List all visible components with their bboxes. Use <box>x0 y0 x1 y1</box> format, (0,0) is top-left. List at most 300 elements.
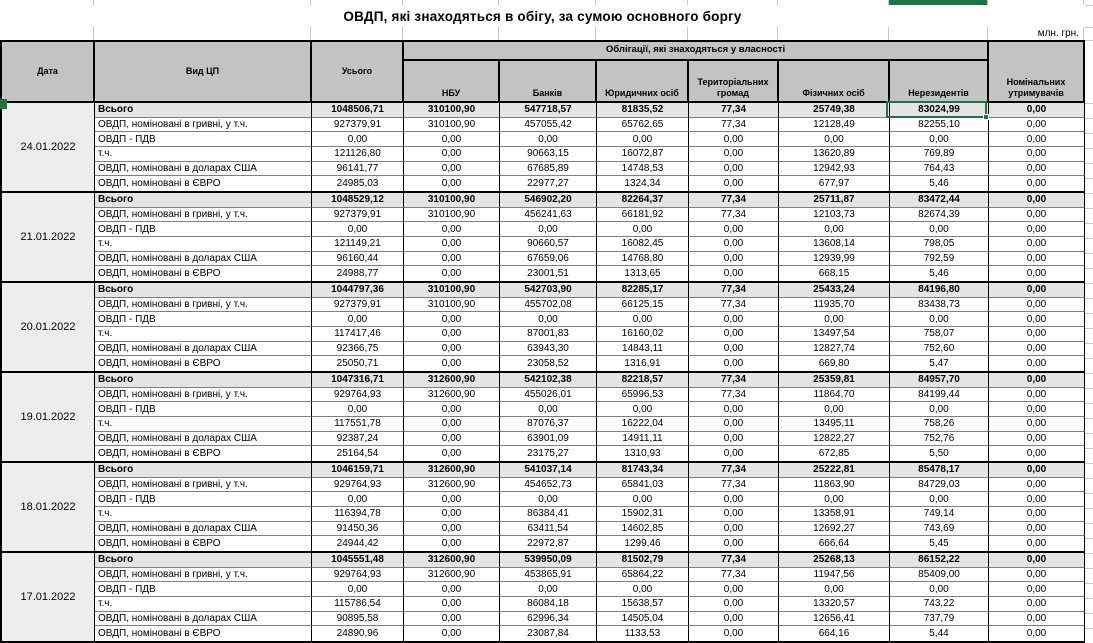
data-cell[interactable]: 12822,27 <box>779 432 890 447</box>
data-cell[interactable]: 0,00 <box>989 312 1085 327</box>
data-cell[interactable]: 25749,38 <box>779 103 890 118</box>
data-cell[interactable]: 1316,91 <box>597 356 689 371</box>
row-label-cell[interactable]: Всього <box>95 553 312 568</box>
data-cell[interactable]: 0,00 <box>404 582 500 597</box>
date-cell[interactable]: 20.01.2022 <box>2 283 95 371</box>
data-cell[interactable]: 541037,14 <box>500 463 597 478</box>
data-cell[interactable]: 0,00 <box>689 176 779 191</box>
data-cell[interactable]: 312600,90 <box>404 478 500 493</box>
row-label-cell[interactable]: ОВДП, номіновані в доларах США <box>95 612 312 627</box>
data-cell[interactable]: 929764,93 <box>312 388 404 403</box>
data-cell[interactable]: 63901,09 <box>500 432 597 447</box>
data-cell[interactable]: 85409,00 <box>890 568 989 583</box>
data-cell[interactable]: 11864,70 <box>779 388 890 403</box>
data-cell[interactable]: 11947,56 <box>779 568 890 583</box>
data-cell[interactable]: 83438,73 <box>890 298 989 313</box>
data-cell[interactable]: 927379,91 <box>312 118 404 133</box>
data-cell[interactable]: 11935,70 <box>779 298 890 313</box>
data-cell[interactable]: 539950,09 <box>500 553 597 568</box>
data-cell[interactable]: 87076,37 <box>500 417 597 432</box>
data-cell[interactable]: 927379,91 <box>312 208 404 223</box>
data-cell[interactable]: 0,00 <box>779 582 890 597</box>
data-cell[interactable]: 769,89 <box>890 147 989 162</box>
data-cell[interactable]: 542102,38 <box>500 373 597 388</box>
data-cell[interactable]: 0,00 <box>989 553 1085 568</box>
data-cell[interactable]: 14911,11 <box>597 432 689 447</box>
data-cell[interactable]: 77,34 <box>689 208 779 223</box>
data-cell[interactable]: 81835,52 <box>597 103 689 118</box>
data-cell[interactable]: 0,00 <box>989 432 1085 447</box>
date-cell[interactable]: 17.01.2022 <box>2 553 95 641</box>
data-cell[interactable]: 90895,58 <box>312 612 404 627</box>
data-cell[interactable]: 84199,44 <box>890 388 989 403</box>
data-cell[interactable]: 0,00 <box>689 626 779 641</box>
data-cell[interactable]: 0,00 <box>989 342 1085 357</box>
data-cell[interactable]: 77,34 <box>689 463 779 478</box>
data-cell[interactable]: 14602,85 <box>597 522 689 537</box>
data-cell[interactable]: 81743,34 <box>597 463 689 478</box>
data-cell[interactable]: 92366,75 <box>312 342 404 357</box>
data-cell[interactable]: 0,00 <box>989 373 1085 388</box>
row-label-cell[interactable]: т.ч. <box>95 327 312 342</box>
data-cell[interactable]: 0,00 <box>989 222 1085 237</box>
header-nominal-holders[interactable]: Номінальних утримувачів <box>989 42 1085 101</box>
data-cell[interactable]: 0,00 <box>989 626 1085 641</box>
data-cell[interactable]: 0,00 <box>312 402 404 417</box>
data-cell[interactable]: 0,00 <box>689 237 779 252</box>
row-label-cell[interactable]: ОВДП - ПДВ <box>95 582 312 597</box>
data-cell[interactable]: 77,34 <box>689 103 779 118</box>
data-cell[interactable]: 0,00 <box>989 283 1085 298</box>
data-cell[interactable]: 83472,44 <box>890 193 989 208</box>
row-label-cell[interactable]: ОВДП, номіновані в гривні, у т.ч. <box>95 568 312 583</box>
row-label-cell[interactable]: ОВДП, номіновані в доларах США <box>95 432 312 447</box>
data-cell[interactable]: 25222,81 <box>779 463 890 478</box>
data-cell[interactable]: 312600,90 <box>404 568 500 583</box>
header-territorial[interactable]: Територіальних громад <box>689 61 779 101</box>
data-cell[interactable]: 25711,87 <box>779 193 890 208</box>
data-cell[interactable]: 0,00 <box>689 162 779 177</box>
data-cell[interactable]: 0,00 <box>500 402 597 417</box>
data-cell[interactable]: 0,00 <box>989 536 1085 551</box>
data-cell[interactable]: 83024,99 <box>890 103 989 118</box>
data-cell[interactable]: 22977,27 <box>500 176 597 191</box>
data-cell[interactable]: 0,00 <box>597 222 689 237</box>
data-cell[interactable]: 5,45 <box>890 536 989 551</box>
data-cell[interactable]: 0,00 <box>500 222 597 237</box>
data-cell[interactable]: 13358,91 <box>779 507 890 522</box>
row-label-cell[interactable]: ОВДП, номіновані в ЄВРО <box>95 176 312 191</box>
data-cell[interactable]: 0,00 <box>989 252 1085 267</box>
data-cell[interactable]: 77,34 <box>689 388 779 403</box>
data-cell[interactable]: 66125,15 <box>597 298 689 313</box>
data-cell[interactable]: 0,00 <box>989 463 1085 478</box>
data-cell[interactable]: 65762,65 <box>597 118 689 133</box>
row-label-cell[interactable]: Всього <box>95 373 312 388</box>
data-cell[interactable]: 63411,54 <box>500 522 597 537</box>
data-cell[interactable]: 5,50 <box>890 446 989 461</box>
data-cell[interactable]: 664,16 <box>779 626 890 641</box>
date-cell[interactable]: 24.01.2022 <box>2 103 95 191</box>
data-cell[interactable]: 0,00 <box>989 208 1085 223</box>
data-cell[interactable]: 0,00 <box>989 266 1085 281</box>
data-cell[interactable]: 0,00 <box>989 612 1085 627</box>
data-cell[interactable]: 121126,80 <box>312 147 404 162</box>
data-cell[interactable]: 84729,03 <box>890 478 989 493</box>
data-cell[interactable]: 84957,70 <box>890 373 989 388</box>
data-cell[interactable]: 749,14 <box>890 507 989 522</box>
row-label-cell[interactable]: ОВДП, номіновані в гривні, у т.ч. <box>95 478 312 493</box>
data-cell[interactable]: 82255,10 <box>890 118 989 133</box>
data-cell[interactable]: 1047316,71 <box>312 373 404 388</box>
row-label-cell[interactable]: Всього <box>95 193 312 208</box>
data-cell[interactable]: 0,00 <box>404 162 500 177</box>
data-cell[interactable]: 65841,03 <box>597 478 689 493</box>
data-cell[interactable]: 0,00 <box>312 582 404 597</box>
data-cell[interactable]: 86084,18 <box>500 597 597 612</box>
data-cell[interactable]: 1046159,71 <box>312 463 404 478</box>
data-cell[interactable]: 0,00 <box>404 342 500 357</box>
data-cell[interactable]: 0,00 <box>404 402 500 417</box>
data-cell[interactable]: 737,79 <box>890 612 989 627</box>
data-cell[interactable]: 16072,87 <box>597 147 689 162</box>
data-cell[interactable]: 929764,93 <box>312 568 404 583</box>
data-cell[interactable]: 0,00 <box>779 132 890 147</box>
data-cell[interactable]: 0,00 <box>989 568 1085 583</box>
data-cell[interactable]: 5,46 <box>890 176 989 191</box>
data-cell[interactable]: 0,00 <box>404 492 500 507</box>
data-cell[interactable]: 12656,41 <box>779 612 890 627</box>
data-cell[interactable]: 0,00 <box>404 612 500 627</box>
data-cell[interactable]: 0,00 <box>689 507 779 522</box>
data-cell[interactable]: 1048506,71 <box>312 103 404 118</box>
title-cell[interactable] <box>0 5 1085 27</box>
data-cell[interactable]: 0,00 <box>404 446 500 461</box>
data-cell[interactable]: 90663,15 <box>500 147 597 162</box>
row-label-cell[interactable]: Всього <box>95 283 312 298</box>
data-cell[interactable]: 65996,53 <box>597 388 689 403</box>
data-cell[interactable]: 16160,02 <box>597 327 689 342</box>
data-cell[interactable]: 0,00 <box>404 312 500 327</box>
data-cell[interactable]: 0,00 <box>989 446 1085 461</box>
data-cell[interactable]: 312600,90 <box>404 388 500 403</box>
data-cell[interactable]: 0,00 <box>500 312 597 327</box>
data-cell[interactable]: 12939,99 <box>779 252 890 267</box>
data-cell[interactable]: 0,00 <box>989 507 1085 522</box>
data-cell[interactable]: 92387,24 <box>312 432 404 447</box>
data-cell[interactable]: 0,00 <box>989 132 1085 147</box>
data-cell[interactable]: 0,00 <box>312 132 404 147</box>
data-cell[interactable]: 0,00 <box>989 118 1085 133</box>
row-label-cell[interactable]: т.ч. <box>95 147 312 162</box>
data-cell[interactable]: 16082,45 <box>597 237 689 252</box>
data-cell[interactable]: 0,00 <box>989 237 1085 252</box>
data-cell[interactable]: 0,00 <box>689 327 779 342</box>
data-cell[interactable]: 23087,84 <box>500 626 597 641</box>
data-cell[interactable]: 455702,08 <box>500 298 597 313</box>
header-legal[interactable]: Юридичних осіб <box>597 61 689 101</box>
data-cell[interactable]: 0,00 <box>597 492 689 507</box>
row-label-cell[interactable]: ОВДП - ПДВ <box>95 402 312 417</box>
data-cell[interactable]: 85478,17 <box>890 463 989 478</box>
data-cell[interactable]: 312600,90 <box>404 553 500 568</box>
row-label-cell[interactable]: ОВДП, номіновані в ЄВРО <box>95 626 312 641</box>
data-cell[interactable]: 65864,22 <box>597 568 689 583</box>
data-cell[interactable]: 0,00 <box>689 597 779 612</box>
data-cell[interactable]: 87001,83 <box>500 327 597 342</box>
row-label-cell[interactable]: ОВДП, номіновані в гривні, у т.ч. <box>95 388 312 403</box>
data-cell[interactable]: 0,00 <box>689 222 779 237</box>
header-type[interactable]: Вид ЦП <box>95 42 312 101</box>
data-cell[interactable]: 1133,53 <box>597 626 689 641</box>
data-cell[interactable]: 310100,90 <box>404 193 500 208</box>
data-cell[interactable]: 117551,78 <box>312 417 404 432</box>
row-label-cell[interactable]: т.ч. <box>95 507 312 522</box>
data-cell[interactable]: 0,00 <box>689 582 779 597</box>
data-cell[interactable]: 0,00 <box>689 446 779 461</box>
data-cell[interactable]: 0,00 <box>404 597 500 612</box>
data-cell[interactable]: 25268,13 <box>779 553 890 568</box>
data-cell[interactable]: 0,00 <box>404 417 500 432</box>
data-cell[interactable]: 752,60 <box>890 342 989 357</box>
data-cell[interactable]: 1044797,36 <box>312 283 404 298</box>
data-cell[interactable]: 457055,42 <box>500 118 597 133</box>
data-cell[interactable]: 0,00 <box>312 312 404 327</box>
row-label-cell[interactable]: Всього <box>95 103 312 118</box>
data-cell[interactable]: 764,43 <box>890 162 989 177</box>
data-cell[interactable]: 453865,91 <box>500 568 597 583</box>
data-cell[interactable]: 0,00 <box>989 176 1085 191</box>
data-cell[interactable]: 86384,41 <box>500 507 597 522</box>
data-cell[interactable]: 677,97 <box>779 176 890 191</box>
data-cell[interactable]: 96141,77 <box>312 162 404 177</box>
data-cell[interactable]: 77,34 <box>689 553 779 568</box>
data-cell[interactable]: 0,00 <box>890 492 989 507</box>
data-cell[interactable]: 77,34 <box>689 283 779 298</box>
data-cell[interactable]: 310100,90 <box>404 298 500 313</box>
data-cell[interactable]: 456241,63 <box>500 208 597 223</box>
row-label-cell[interactable]: ОВДП, номіновані в доларах США <box>95 342 312 357</box>
data-cell[interactable]: 82674,39 <box>890 208 989 223</box>
data-cell[interactable]: 13320,57 <box>779 597 890 612</box>
data-cell[interactable]: 312600,90 <box>404 373 500 388</box>
data-cell[interactable]: 25359,81 <box>779 373 890 388</box>
row-label-cell[interactable]: ОВДП, номіновані в доларах США <box>95 162 312 177</box>
date-cell[interactable]: 18.01.2022 <box>2 463 95 551</box>
data-cell[interactable]: 0,00 <box>989 402 1085 417</box>
data-cell[interactable]: 24985,03 <box>312 176 404 191</box>
data-cell[interactable]: 0,00 <box>689 536 779 551</box>
header-individuals[interactable]: Фізичних осіб <box>779 61 890 101</box>
data-cell[interactable]: 77,34 <box>689 298 779 313</box>
data-cell[interactable]: 0,00 <box>404 147 500 162</box>
row-label-cell[interactable]: т.ч. <box>95 417 312 432</box>
data-cell[interactable]: 0,00 <box>689 342 779 357</box>
data-cell[interactable]: 25164,54 <box>312 446 404 461</box>
data-cell[interactable]: 0,00 <box>404 132 500 147</box>
data-cell[interactable]: 0,00 <box>312 222 404 237</box>
data-cell[interactable]: 0,00 <box>689 492 779 507</box>
data-cell[interactable]: 455026,01 <box>500 388 597 403</box>
data-cell[interactable]: 0,00 <box>689 356 779 371</box>
data-cell[interactable]: 0,00 <box>404 507 500 522</box>
data-cell[interactable]: 115786,54 <box>312 597 404 612</box>
data-cell[interactable]: 310100,90 <box>404 208 500 223</box>
data-cell[interactable]: 0,00 <box>404 327 500 342</box>
data-cell[interactable]: 0,00 <box>689 266 779 281</box>
data-cell[interactable]: 121149,21 <box>312 237 404 252</box>
data-cell[interactable]: 310100,90 <box>404 103 500 118</box>
data-cell[interactable]: 743,69 <box>890 522 989 537</box>
data-cell[interactable]: 798,05 <box>890 237 989 252</box>
data-cell[interactable]: 24944,42 <box>312 536 404 551</box>
data-cell[interactable]: 0,00 <box>404 356 500 371</box>
data-cell[interactable]: 0,00 <box>689 132 779 147</box>
data-cell[interactable]: 0,00 <box>404 252 500 267</box>
data-cell[interactable]: 0,00 <box>779 222 890 237</box>
data-cell[interactable]: 0,00 <box>890 132 989 147</box>
data-cell[interactable]: 77,34 <box>689 118 779 133</box>
data-cell[interactable]: 22972,87 <box>500 536 597 551</box>
data-cell[interactable]: 0,00 <box>597 132 689 147</box>
data-cell[interactable]: 1324,34 <box>597 176 689 191</box>
data-cell[interactable]: 5,44 <box>890 626 989 641</box>
data-cell[interactable]: 0,00 <box>890 222 989 237</box>
data-cell[interactable]: 0,00 <box>989 388 1085 403</box>
data-cell[interactable]: 13497,54 <box>779 327 890 342</box>
data-cell[interactable]: 0,00 <box>312 492 404 507</box>
data-cell[interactable]: 752,76 <box>890 432 989 447</box>
data-cell[interactable]: 91450,36 <box>312 522 404 537</box>
data-cell[interactable]: 0,00 <box>989 147 1085 162</box>
data-cell[interactable]: 14748,53 <box>597 162 689 177</box>
data-cell[interactable]: 0,00 <box>689 252 779 267</box>
data-cell[interactable]: 454652,73 <box>500 478 597 493</box>
header-date[interactable]: Дата <box>2 42 95 101</box>
row-label-cell[interactable]: ОВДП, номіновані в доларах США <box>95 252 312 267</box>
data-cell[interactable]: 0,00 <box>989 582 1085 597</box>
data-cell[interactable]: 63943,30 <box>500 342 597 357</box>
data-cell[interactable]: 0,00 <box>597 312 689 327</box>
data-cell[interactable]: 11863,90 <box>779 478 890 493</box>
data-cell[interactable]: 0,00 <box>989 597 1085 612</box>
data-cell[interactable]: 86152,22 <box>890 553 989 568</box>
data-cell[interactable]: 14843,11 <box>597 342 689 357</box>
data-cell[interactable]: 82218,57 <box>597 373 689 388</box>
data-cell[interactable]: 0,00 <box>689 147 779 162</box>
data-cell[interactable]: 25433,24 <box>779 283 890 298</box>
data-cell[interactable]: 1310,93 <box>597 446 689 461</box>
data-cell[interactable]: 927379,91 <box>312 298 404 313</box>
data-cell[interactable]: 792,59 <box>890 252 989 267</box>
data-cell[interactable]: 0,00 <box>989 492 1085 507</box>
data-cell[interactable]: 1048529,12 <box>312 193 404 208</box>
row-label-cell[interactable]: т.ч. <box>95 597 312 612</box>
row-label-cell[interactable]: ОВДП, номіновані в доларах США <box>95 522 312 537</box>
row-label-cell[interactable]: ОВДП, номіновані в ЄВРО <box>95 536 312 551</box>
header-ownership-group[interactable]: Облігації, які знаходяться у власності <box>404 42 989 61</box>
data-cell[interactable]: 0,00 <box>989 103 1085 118</box>
data-cell[interactable]: 15638,57 <box>597 597 689 612</box>
data-cell[interactable]: 16222,04 <box>597 417 689 432</box>
data-cell[interactable]: 15902,31 <box>597 507 689 522</box>
data-cell[interactable]: 116394,78 <box>312 507 404 522</box>
data-cell[interactable]: 1045551,48 <box>312 553 404 568</box>
data-cell[interactable]: 0,00 <box>404 237 500 252</box>
data-cell[interactable]: 0,00 <box>989 356 1085 371</box>
data-cell[interactable]: 0,00 <box>404 432 500 447</box>
data-cell[interactable]: 546902,20 <box>500 193 597 208</box>
data-cell[interactable]: 0,00 <box>597 582 689 597</box>
data-cell[interactable]: 14768,80 <box>597 252 689 267</box>
data-cell[interactable]: 0,00 <box>689 432 779 447</box>
data-cell[interactable]: 23058,52 <box>500 356 597 371</box>
data-cell[interactable]: 0,00 <box>989 522 1085 537</box>
fill-handle[interactable] <box>983 114 989 120</box>
data-cell[interactable]: 117417,46 <box>312 327 404 342</box>
data-cell[interactable]: 5,46 <box>890 266 989 281</box>
data-cell[interactable]: 0,00 <box>689 312 779 327</box>
header-banks[interactable]: Банків <box>500 61 597 101</box>
data-cell[interactable]: 5,47 <box>890 356 989 371</box>
data-cell[interactable]: 0,00 <box>779 312 890 327</box>
data-cell[interactable]: 77,34 <box>689 478 779 493</box>
data-cell[interactable]: 0,00 <box>404 176 500 191</box>
row-label-cell[interactable]: ОВДП, номіновані в ЄВРО <box>95 446 312 461</box>
data-cell[interactable]: 0,00 <box>500 492 597 507</box>
data-cell[interactable]: 0,00 <box>989 417 1085 432</box>
data-cell[interactable]: 310100,90 <box>404 283 500 298</box>
data-cell[interactable]: 0,00 <box>689 402 779 417</box>
data-cell[interactable]: 82264,37 <box>597 193 689 208</box>
data-cell[interactable]: 77,34 <box>689 568 779 583</box>
data-cell[interactable]: 14505,04 <box>597 612 689 627</box>
data-cell[interactable]: 0,00 <box>404 626 500 641</box>
row-label-cell[interactable]: ОВДП, номіновані в гривні, у т.ч. <box>95 298 312 313</box>
data-cell[interactable]: 67685,89 <box>500 162 597 177</box>
data-cell[interactable]: 0,00 <box>404 522 500 537</box>
data-cell[interactable]: 82285,17 <box>597 283 689 298</box>
header-total[interactable]: Усього <box>312 42 404 101</box>
data-cell[interactable]: 96160,44 <box>312 252 404 267</box>
row-label-cell[interactable]: т.ч. <box>95 237 312 252</box>
data-cell[interactable]: 12128,49 <box>779 118 890 133</box>
data-cell[interactable]: 0,00 <box>500 582 597 597</box>
row-label-cell[interactable]: ОВДП, номіновані в гривні, у т.ч. <box>95 208 312 223</box>
data-cell[interactable]: 12827,74 <box>779 342 890 357</box>
data-cell[interactable]: 0,00 <box>404 536 500 551</box>
data-cell[interactable]: 0,00 <box>890 582 989 597</box>
data-cell[interactable]: 13608,14 <box>779 237 890 252</box>
data-cell[interactable]: 66181,92 <box>597 208 689 223</box>
data-cell[interactable]: 0,00 <box>689 522 779 537</box>
data-cell[interactable]: 0,00 <box>597 402 689 417</box>
data-cell[interactable]: 1299,46 <box>597 536 689 551</box>
data-cell[interactable]: 24890,96 <box>312 626 404 641</box>
data-cell[interactable]: 0,00 <box>890 312 989 327</box>
row-label-cell[interactable]: ОВДП, номіновані в ЄВРО <box>95 266 312 281</box>
date-cell[interactable]: 21.01.2022 <box>2 193 95 281</box>
data-cell[interactable]: 23001,51 <box>500 266 597 281</box>
data-cell[interactable]: 0,00 <box>404 222 500 237</box>
data-cell[interactable]: 0,00 <box>989 327 1085 342</box>
data-cell[interactable]: 62996,34 <box>500 612 597 627</box>
row-label-cell[interactable]: ОВДП - ПДВ <box>95 132 312 147</box>
data-cell[interactable]: 12692,27 <box>779 522 890 537</box>
data-cell[interactable]: 81502,79 <box>597 553 689 568</box>
data-cell[interactable]: 312600,90 <box>404 463 500 478</box>
data-cell[interactable]: 24988,77 <box>312 266 404 281</box>
